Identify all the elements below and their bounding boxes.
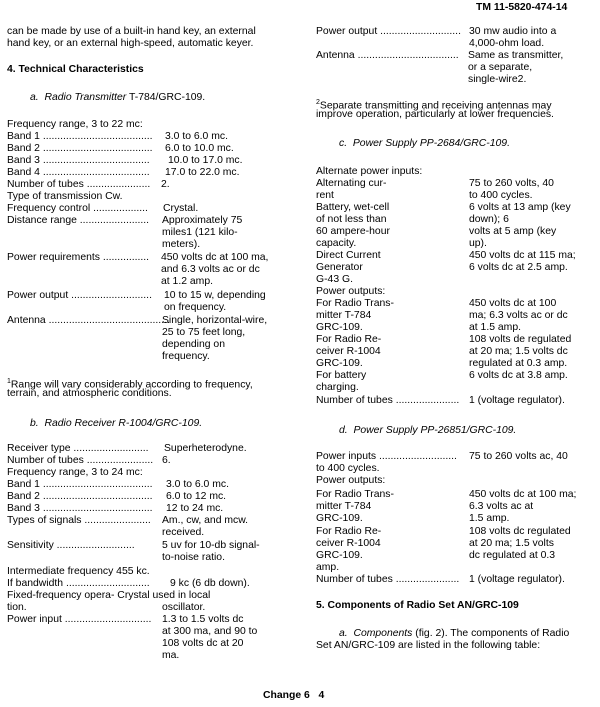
section-5-title: 5. Components of Radio Set AN/GRC-109: [316, 600, 519, 611]
ps2-inputs-value: 75 to 260 volts ac, 40: [469, 451, 568, 462]
power-supply-2-heading: d. Power Supply PP-26851/GRC-109.: [339, 425, 517, 436]
rx-fixed-frequency-oscillator: oscillator.: [162, 602, 206, 613]
intro-line-2: hand key, or an external high-speed, automatic keyer.: [7, 38, 254, 49]
section-4-title: 4. Technical Characteristics: [7, 64, 144, 75]
ps1-output-value: 108 volts de regulated at 20 ma; 1.5 volts dc regulated at 0.3 amp.: [469, 334, 572, 369]
tx-antenna-value: Single, horizontal-wire, 25 to 75 feet long, depending on frequency.: [162, 315, 268, 362]
tx-row: Band 4 .....................................: [7, 167, 150, 178]
ps1-output-label: For battery charging.: [316, 370, 367, 393]
rx-fixed-frequency-tion: tion.: [7, 602, 27, 613]
rx-band-row: Band 2 ......................................: [7, 491, 153, 502]
ps1-alternate-inputs: Alternate power inputs:: [316, 166, 423, 177]
rx-sensitivity-value: 5 uv for 10-db signal- to-noise ratio.: [162, 540, 260, 563]
rx-power-output-label: Power output ............................: [316, 26, 461, 37]
rx-band-row: Band 3 ......................................: [7, 503, 153, 514]
tx-frequency-control-value: Crystal.: [163, 203, 199, 214]
tx-power-requirements-label: Power requirements ................: [7, 252, 150, 263]
ps2-output-label: For Radio Trans- mitter T-784 GRC-109.: [316, 489, 394, 524]
ps1-output-label: For Radio Re- ceiver R-1004 GRC-109.: [316, 334, 382, 369]
rx-antenna-label: Antenna ...................................: [316, 50, 459, 61]
page-footer: [263, 690, 324, 702]
tx-frequency-range: Frequency range, 3 to 22 mc:: [7, 119, 143, 130]
ps1-output-label: For Radio Trans- mitter T-784 GRC-109.: [316, 298, 394, 333]
ps2-inputs-continued: to 400 cycles.: [316, 463, 380, 474]
change-label: Change 6: [263, 690, 310, 701]
receiver-heading: b. Radio Receiver R-1004/GRC-109.: [30, 418, 203, 429]
rx-type-value: Superheterodyne.: [164, 443, 247, 454]
intro-line-1: can be made by use of a built-in hand key, an external: [7, 26, 256, 37]
rx-band-row: Band 1 ......................................: [7, 479, 153, 490]
rx-power-input-label: Power input ..............................: [7, 614, 152, 625]
document-number: TM 11-5820-474-14: [476, 2, 568, 13]
components-paragraph-line-1: a. Components (fig. 2). The components of Radio: [339, 628, 570, 639]
heading-letter: a.: [30, 92, 39, 103]
ps1-input-label: Alternating cur- rent: [316, 178, 387, 201]
ps2-output-value: 450 volts dc at 100 ma; 6.3 volts ac at 1.5 amp.: [469, 489, 577, 524]
rx-intermediate-frequency: Intermediate frequency 455 kc.: [7, 566, 150, 577]
ps1-input-label: Direct Current Generator G-43 G.: [316, 250, 381, 285]
tx-power-output-value: 10 to 15 w, depending on frequency.: [164, 290, 266, 313]
rx-antenna-value: Same as transmitter, or a separate, single-wire2.: [468, 50, 564, 85]
ps2-inputs-label: Power inputs ...........................: [316, 451, 457, 462]
rx-bandwidth-label: If bandwidth .............................: [7, 578, 150, 589]
ps1-input-value: 6 volts at 13 amp (key down); 6 volts at 5 amp (key up).: [469, 202, 571, 249]
tx-row-value: 6.0 to 10.0 mc.: [165, 143, 234, 154]
tx-row: Band 2 ......................................: [7, 143, 153, 154]
tx-row-value: 2.: [161, 179, 170, 190]
footnote-1-line-2: terrain, and atmospheric conditions.: [7, 388, 172, 399]
ps1-output-value: 6 volts dc at 3.8 amp.: [469, 370, 568, 381]
tx-frequency-control-label: Frequency control ...................: [7, 203, 148, 214]
footnote-1: $^1$Range will vary considerably according to frequency,: [7, 378, 253, 391]
ps1-input-value: 450 volts dc at 115 ma; 6 volts dc at 2.5 amp.: [469, 250, 576, 273]
ps2-power-outputs: Power outputs:: [316, 475, 386, 486]
tx-distance-value: Approximately 75 miles1 (121 kilo- meters).: [162, 215, 243, 250]
tx-row: Band 1 ......................................: [7, 131, 153, 142]
heading-model: T-784/GRC-109.: [128, 92, 206, 103]
rx-band-value: 6.0 to 12 mc.: [166, 491, 227, 502]
ps1-input-value: 75 to 260 volts, 40 to 400 cycles.: [469, 178, 554, 201]
transmitter-heading: [30, 92, 205, 104]
heading-name: Radio Transmitter: [44, 92, 127, 103]
ps2-output-label: For Radio Re- ceiver R-1004 GRC-109.: [316, 526, 382, 561]
rx-power-output-value: 30 mw audio into a 4,000-ohm load.: [469, 26, 557, 49]
power-supply-1-heading: c. Power Supply PP-2684/GRC-109.: [339, 138, 510, 149]
footnote-2-line-2: improve operation, particularly at lower frequencies.: [316, 109, 554, 120]
rx-band-value: 3.0 to 6.0 mc.: [166, 479, 229, 490]
ps1-power-outputs: Power outputs:: [316, 286, 386, 297]
tx-distance-label: Distance range ........................: [7, 215, 150, 226]
rx-fixed-frequency: Fixed-frequency opera- Crystal used in local: [7, 590, 211, 601]
ps1-input-label: Battery, wet-cell of not less than 60 ampere-hour capacity.: [316, 202, 390, 249]
page-number: 4: [318, 690, 325, 701]
footnote-2: $^2$Separate transmitting and receiving antennas may: [316, 99, 552, 112]
ps1-tubes-label: Number of tubes ......................: [316, 395, 460, 406]
rx-type-label: Receiver type ..........................: [7, 443, 149, 454]
tx-power-requirements-value: 450 volts dc at 100 ma, and 6.3 volts ac or dc at 1.2 amp.: [161, 252, 269, 287]
components-paragraph-line-2: Set AN/GRC-109 are listed in the following table:: [316, 640, 541, 651]
rx-tubes-label: Number of tubes .......................: [7, 455, 154, 466]
rx-tubes-value: 6.: [162, 455, 171, 466]
tx-row-value: 17.0 to 22.0 mc.: [165, 167, 240, 178]
ps2-tubes-label: Number of tubes ......................: [316, 574, 460, 585]
tx-antenna-label: Antenna ..........................................: [7, 315, 170, 326]
rx-frequency-range: Frequency range, 3 to 24 mc:: [7, 467, 143, 478]
tx-row-value: 3.0 to 6.0 mc.: [165, 131, 228, 142]
ps1-output-value: 450 volts dc at 100 ma; 6.3 volts ac or dc at 1.5 amp.: [469, 298, 568, 333]
rx-band-value: 12 to 24 mc.: [166, 503, 224, 514]
rx-bandwidth-value: 9 kc (6 db down).: [170, 578, 250, 589]
ps2-tubes-value: 1 (voltage regulator).: [469, 574, 565, 585]
ps2-amp: amp.: [316, 562, 340, 573]
tx-row-value: 10.0 to 17.0 mc.: [168, 155, 243, 166]
rx-sensitivity-label: Sensitivity ...........................: [7, 540, 135, 551]
rx-signals-value: Am., cw, and mcw. received.: [162, 515, 249, 538]
rx-signals-label: Types of signals .......................: [7, 515, 151, 526]
tx-power-output-label: Power output ............................: [7, 290, 152, 301]
tx-row: Number of tubes ......................: [7, 179, 151, 190]
tx-transmission-type: Type of transmission Cw.: [7, 191, 123, 202]
ps1-tubes-value: 1 (voltage regulator).: [469, 395, 565, 406]
ps2-output-value: 108 volts dc regulated at 20 ma; 1.5 volts dc regulated at 0.3: [469, 526, 571, 561]
tx-row: Band 3 .....................................: [7, 155, 150, 166]
rx-power-input-value: 1.3 to 1.5 volts dc at 300 ma, and 90 to 108 volts dc at 20 ma.: [162, 614, 258, 661]
